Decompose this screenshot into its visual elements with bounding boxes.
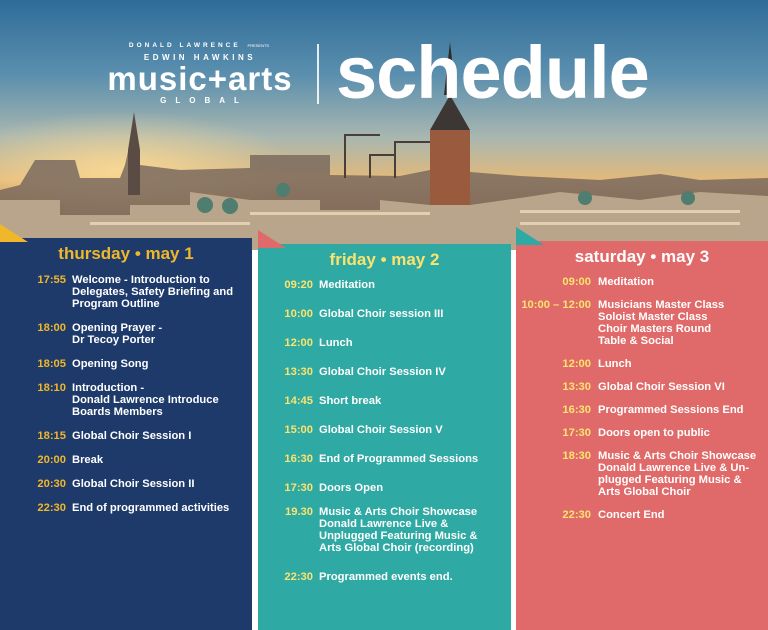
item-time: 17:30 [562, 427, 591, 439]
saturday-schedule-list [516, 276, 768, 521]
item-time: 20:30 [37, 478, 66, 490]
page-title: schedule [336, 31, 649, 114]
thursday-schedule-list [0, 273, 252, 514]
item-event: Doors open to public [598, 427, 710, 439]
item-event: Break [72, 454, 104, 466]
schedule-item [516, 404, 768, 416]
schedule-item [516, 450, 768, 498]
schedule-item [0, 382, 252, 418]
item-time: 13:30 [562, 381, 591, 393]
artist-name: EDWIN HAWKINS [143, 53, 257, 62]
schedule-item [516, 358, 768, 370]
logo-subtitle: GLOBAL [160, 96, 248, 105]
schedule-item [258, 395, 511, 407]
presenter-line [80, 42, 320, 49]
item-event: Lunch [319, 337, 353, 349]
item-time: 16:30 [284, 453, 313, 465]
schedule-item [0, 358, 252, 370]
item-event: Programmed Sessions End [598, 404, 744, 416]
item-time: 18:15 [37, 430, 66, 442]
friday-schedule-list [258, 279, 511, 583]
header-divider [317, 44, 319, 104]
schedule-item [516, 381, 768, 393]
item-time: 15:00 [284, 424, 313, 436]
saturday-column [516, 241, 768, 630]
schedule-item [0, 430, 252, 442]
thursday-column [0, 238, 252, 630]
item-event: Global Choir Session I [72, 430, 192, 442]
day-heading: thursday • may 1 [58, 244, 194, 263]
item-event: Concert End [598, 509, 665, 521]
schedule-item [516, 299, 768, 347]
schedule-item [258, 308, 511, 320]
item-event: Global Choir Session II [72, 478, 195, 490]
item-time: 16:30 [562, 404, 591, 416]
item-time: 09:20 [284, 279, 313, 291]
presents-label: PRESENTS [247, 42, 270, 48]
schedule-item [0, 322, 252, 346]
schedule-item [516, 427, 768, 439]
item-time: 18:10 [37, 382, 66, 394]
item-event: Introduction - Donald Lawrence Introduce Boards Members [72, 382, 219, 418]
day-heading: friday • may 2 [329, 250, 440, 269]
item-event: Meditation [319, 279, 375, 291]
item-event: Global Choir Session IV [319, 366, 446, 378]
item-event: Welcome - Introduction to Delegates, Safety Briefing and Program Outline [72, 274, 234, 310]
item-event: Programmed events end. [319, 571, 453, 583]
item-time: 13:30 [284, 366, 313, 378]
item-event: Global Choir Session VI [598, 381, 725, 393]
day-heading: saturday • may 3 [574, 247, 710, 266]
music-arts-logo: music+arts [107, 60, 293, 97]
item-event: Short break [319, 395, 382, 407]
schedule-item [0, 274, 252, 310]
presenter-name: DONALD LAWRENCE [128, 42, 241, 49]
item-event: End of programmed activities [72, 502, 230, 514]
schedule-item [0, 454, 252, 466]
schedule-item [258, 482, 511, 494]
schedule-item [0, 502, 252, 514]
item-time: 17:55 [37, 274, 66, 286]
item-time: 17:30 [284, 482, 313, 494]
schedule-item [258, 506, 511, 554]
item-time: 12:00 [562, 358, 591, 370]
schedule-item [258, 366, 511, 378]
item-time: 18:00 [37, 322, 66, 334]
item-event: Meditation [598, 276, 654, 288]
item-time: 10:00 [284, 308, 313, 320]
item-time: 22:30 [37, 502, 66, 514]
item-event: Global Choir session III [319, 308, 444, 320]
item-event: Opening Song [72, 358, 149, 370]
item-time: 12:00 [284, 337, 313, 349]
item-event: Music & Arts Choir Showcase Donald Lawrence Live & Un- plugged Featuring Music & Arts Global Choir [598, 450, 757, 498]
schedule-item [516, 509, 768, 521]
brand-logo [80, 42, 320, 105]
friday-column [258, 244, 511, 630]
item-time: 18:05 [37, 358, 66, 370]
item-event: Doors Open [319, 482, 384, 494]
schedule-item [258, 337, 511, 349]
schedule-item [258, 279, 511, 291]
item-event: Lunch [598, 358, 632, 370]
schedule-item [0, 478, 252, 490]
schedule-item [516, 276, 768, 288]
item-time: 20:00 [37, 454, 66, 466]
schedule-item [258, 571, 511, 583]
item-event: Opening Prayer - Dr Tecoy Porter [72, 322, 163, 346]
item-time: 14:45 [284, 395, 313, 407]
schedule-item [258, 453, 511, 465]
item-event: Global Choir Session V [319, 424, 443, 436]
item-time: 09:00 [562, 276, 591, 288]
item-time: 22:30 [284, 571, 313, 583]
item-event: End of Programmed Sessions [319, 453, 479, 465]
item-event: Musicians Master Class Soloist Master Class Choir Masters Round Table & Social [598, 299, 725, 347]
item-event: Music & Arts Choir Showcase Donald Lawrence Live & Unplugged Featuring Music & Arts Global Choir (recording) [319, 506, 478, 554]
item-time: 19.30 [285, 506, 313, 518]
item-time: 18:30 [562, 450, 591, 462]
schedule-item [258, 424, 511, 436]
item-time: 10:00 – 12:00 [521, 299, 591, 311]
hero-banner [0, 0, 768, 250]
item-time: 22:30 [562, 509, 591, 521]
